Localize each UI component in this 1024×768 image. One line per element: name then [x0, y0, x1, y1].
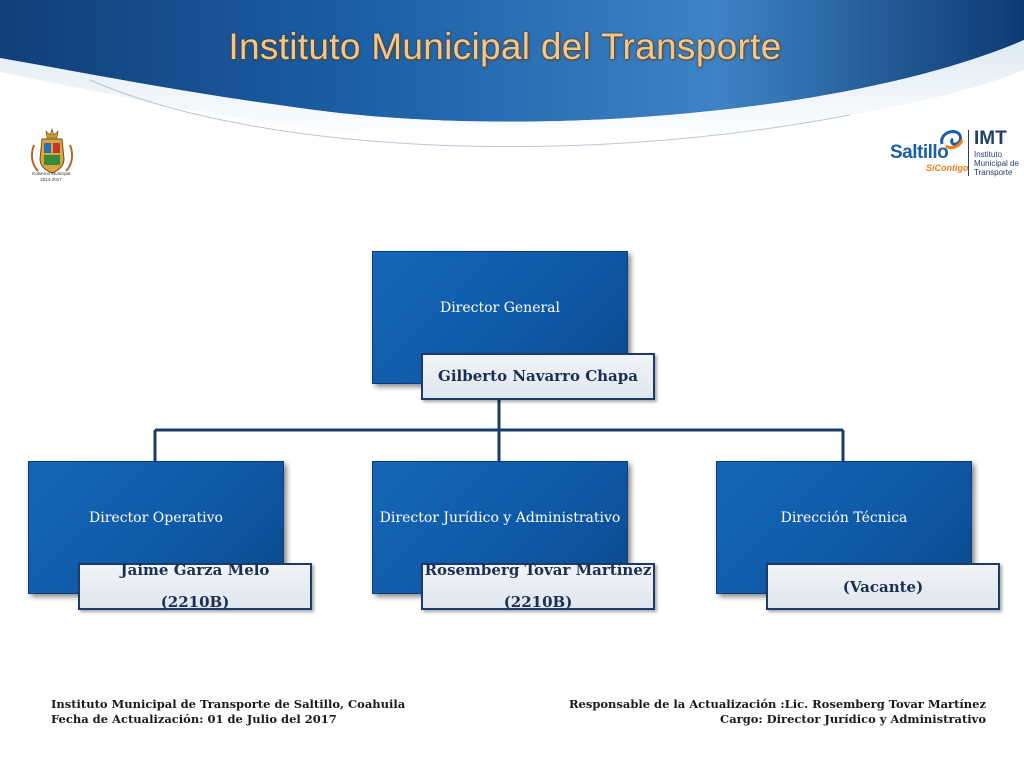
director-general-title: Director General: [439, 300, 560, 316]
director-juridico-code: (2210B): [503, 593, 573, 611]
director-juridico-name-box: [421, 563, 655, 610]
director-operativo-name-box: [78, 563, 312, 610]
footer-right: [569, 697, 986, 727]
director-operativo-name: Jaime Garza Melo: [120, 561, 270, 579]
logo-saltillo-text: Saltillo: [890, 142, 949, 163]
logo-imt-text: IMT: [974, 128, 1007, 149]
footer-institution: Instituto Municipal de Transporte de Saltillo, Coahuila: [51, 697, 406, 711]
director-general-name: Gilberto Navarro Chapa: [438, 367, 638, 385]
director-operativo-title: Director Operativo: [89, 510, 223, 526]
logo-tagline-text: SíContigo: [926, 163, 969, 173]
page-title: Instituto Municipal del Transporte: [228, 26, 782, 67]
direccion-tecnica-name-box: [766, 563, 1000, 610]
direccion-tecnica-title: Dirección Técnica: [780, 510, 908, 526]
crest-caption: Gobierno Municipal 2014-2017: [31, 171, 71, 182]
director-juridico-title: Director Jurídico y Administrativo: [379, 510, 621, 526]
director-operativo-code: (2210B): [160, 593, 230, 611]
footer-position: Cargo: Director Jurídico y Administrativo: [720, 712, 986, 726]
footer-update-date: Fecha de Actualización: 01 de Julio del 2017: [51, 712, 337, 726]
footer-responsible: Responsable de la Actualización :Lic. Rosemberg Tovar Martínez: [568, 697, 986, 711]
footer-left: [51, 697, 405, 727]
director-juridico-name: Rosemberg Tovar Martínez: [424, 561, 652, 579]
logo-subtitle: Instituto Municipal de Transporte: [974, 150, 1019, 177]
direccion-tecnica-name: (Vacante): [842, 578, 924, 596]
director-general-name-box: [421, 353, 655, 400]
